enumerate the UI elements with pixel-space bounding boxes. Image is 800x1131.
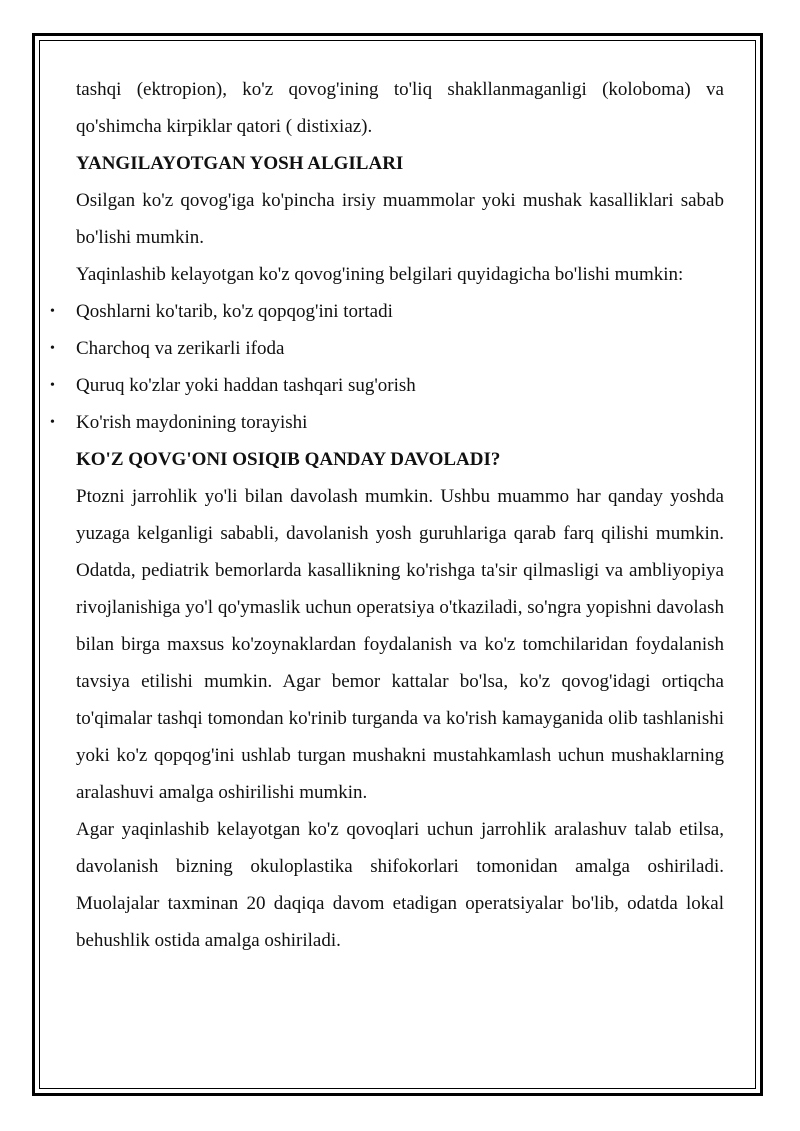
list-item (50, 330, 724, 367)
list-item (50, 404, 724, 441)
section-heading-2: KO'Z QOVG'ONI OSIQIB QANDAY DAVOLADI? (76, 449, 501, 470)
paragraph-3: Ptozni jarrohlik yo'li bilan davolash mumkin. Ushbu muammo har qanday yoshda yuzaga kelganligi sababli, davolanish yosh guruhlariga qarab farq qilishi mumkin. Odatda, pediatrik bemorlarda kasallikning ko'rishga ta'sir qilmasligi va ambliyopiya rivojlanishiga yo'l qo'ymaslik uchun operatsiya o'tkaziladi, so'ngra yopishni davolash bilan birga maxsus ko'zoynaklardan foydalanish va ko'z tomchilaridan foydalanish tavsiya etilishi mumkin. Agar bemor kattalar bo'lsa, ko'z qovog'idagi ortiqcha to'qimalar tashqi tomondan ko'rinib turganda va ko'rish kamayganida olib tashlanishi yoki ko'z qopqog'ini ushlab turgan mushakni mustahkamlash uchun mushaklarning aralashuvi amalga oshirilishi mumkin. (76, 486, 724, 803)
paragraph-2: Yaqinlashib kelayotgan ko'z qovog'ining belgilari quyidagicha bo'lishi mumkin: (76, 264, 684, 285)
paragraph-1: Osilgan ko'z qovog'iga ko'pincha irsiy muammolar yoki mushak kasalliklari sabab bo'lishi mumkin. (76, 190, 724, 248)
intro-paragraph: tashqi (ektropion), ko'z qovog'ining to'liq shakllanmaganligi (koloboma) va qo'shimcha kirpiklar qatori ( distixiaz). (76, 79, 724, 137)
list-item-text: Qoshlarni ko'tarib, ko'z qopqog'ini tortadi (76, 301, 393, 322)
list-item (50, 367, 724, 404)
list-item-text: Quruq ko'zlar yoki haddan tashqari sug'orish (76, 375, 416, 396)
list-item (50, 293, 724, 330)
bullet-icon: • (50, 415, 55, 430)
bullet-icon: • (50, 304, 55, 319)
list-item-text: Ko'rish maydonining torayishi (76, 412, 308, 433)
bullet-icon: • (50, 341, 55, 356)
symptom-list (50, 293, 724, 441)
section-heading-1: YANGILAYOTGAN YOSH ALGILARI (76, 153, 404, 174)
list-item-text: Charchoq va zerikarli ifoda (76, 338, 285, 359)
paragraph-4: Agar yaqinlashib kelayotgan ko'z qovoqlari uchun jarrohlik aralashuv talab etilsa, davolanish bizning okuloplastika shifokorlari tomonidan amalga oshiriladi. Muolajalar taxminan 20 daqiqa davom etadigan operatsiyalar bo'lib, odatda lokal behushlik ostida amalga oshiriladi. (76, 819, 724, 951)
document-body (50, 71, 724, 959)
bullet-icon: • (50, 378, 55, 393)
